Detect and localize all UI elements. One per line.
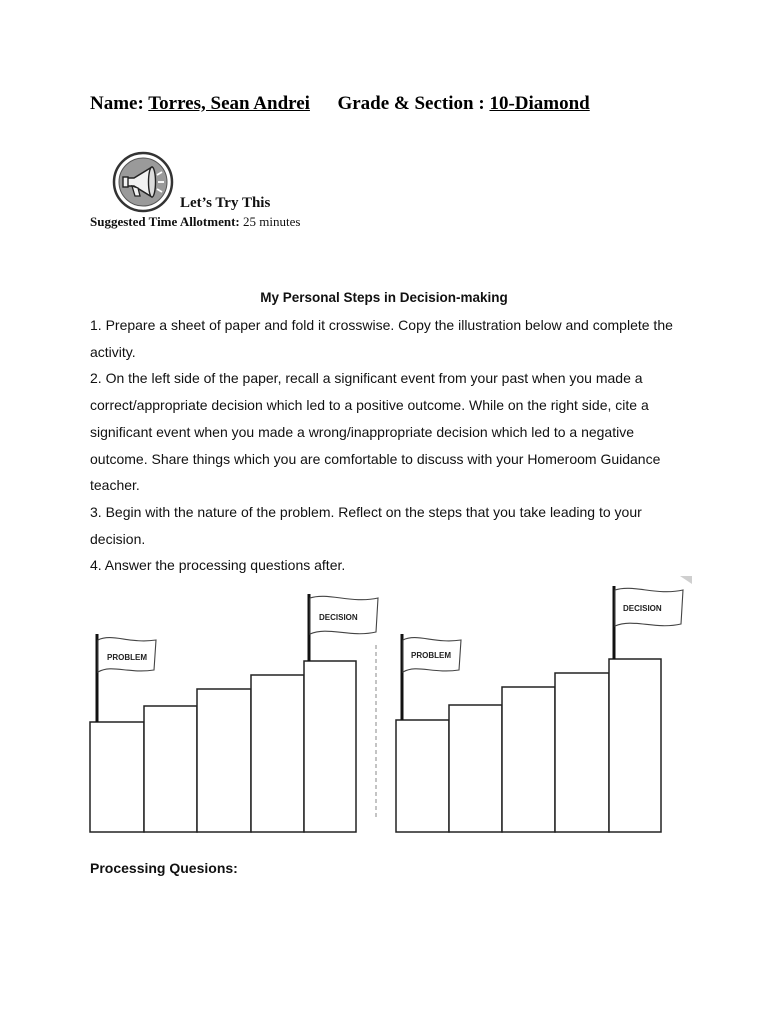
activity-heading: Let’s Try This	[180, 195, 271, 211]
grade-label: Grade & Section :	[337, 93, 485, 114]
step-block	[449, 705, 502, 832]
processing-questions-title: Processing Quesions:	[90, 860, 238, 876]
page-title: My Personal Steps in Decision-making	[260, 290, 508, 305]
step-block	[304, 661, 356, 832]
step-block	[609, 659, 661, 832]
step-block	[197, 689, 251, 832]
time-allotment-label: Suggested Time Allotment:	[90, 214, 240, 229]
step-block	[396, 720, 449, 832]
instruction-item: 1. Prepare a sheet of paper and fold it crosswise. Copy the illustration below and complete the activity.	[90, 317, 673, 360]
instruction-item: 2. On the left side of the paper, recall a significant event from your past when you made a correct/appropriate decision which led to a positive outcome. While on the right side, cite a significant event when you made a wrong/inappropriate decision which led to a negative outcome. Share things which you are comfortable to discuss with your Homeroom Guidance teacher.	[90, 370, 661, 494]
step-block	[555, 673, 609, 832]
flag-problem-label: PROBLEM	[107, 653, 147, 662]
flag-decision-label: DECISION	[623, 604, 662, 613]
time-allotment-value: 25 minutes	[243, 214, 301, 229]
instruction-item: 3. Begin with the nature of the problem. Reflect on the steps that you take leading to your decision.	[90, 503, 642, 547]
student-name: Torres, Sean Andrei	[148, 93, 310, 114]
step-block	[90, 722, 144, 832]
name-label: Name:	[90, 93, 144, 114]
flag-problem-label: PROBLEM	[411, 651, 451, 660]
step-block	[251, 675, 304, 832]
step-block	[502, 687, 555, 832]
flag-decision-label: DECISION	[319, 613, 358, 622]
step-block	[144, 706, 197, 832]
instruction-item: 4. Answer the processing questions after.	[90, 557, 346, 574]
grade-section: 10-Diamond	[489, 93, 590, 114]
